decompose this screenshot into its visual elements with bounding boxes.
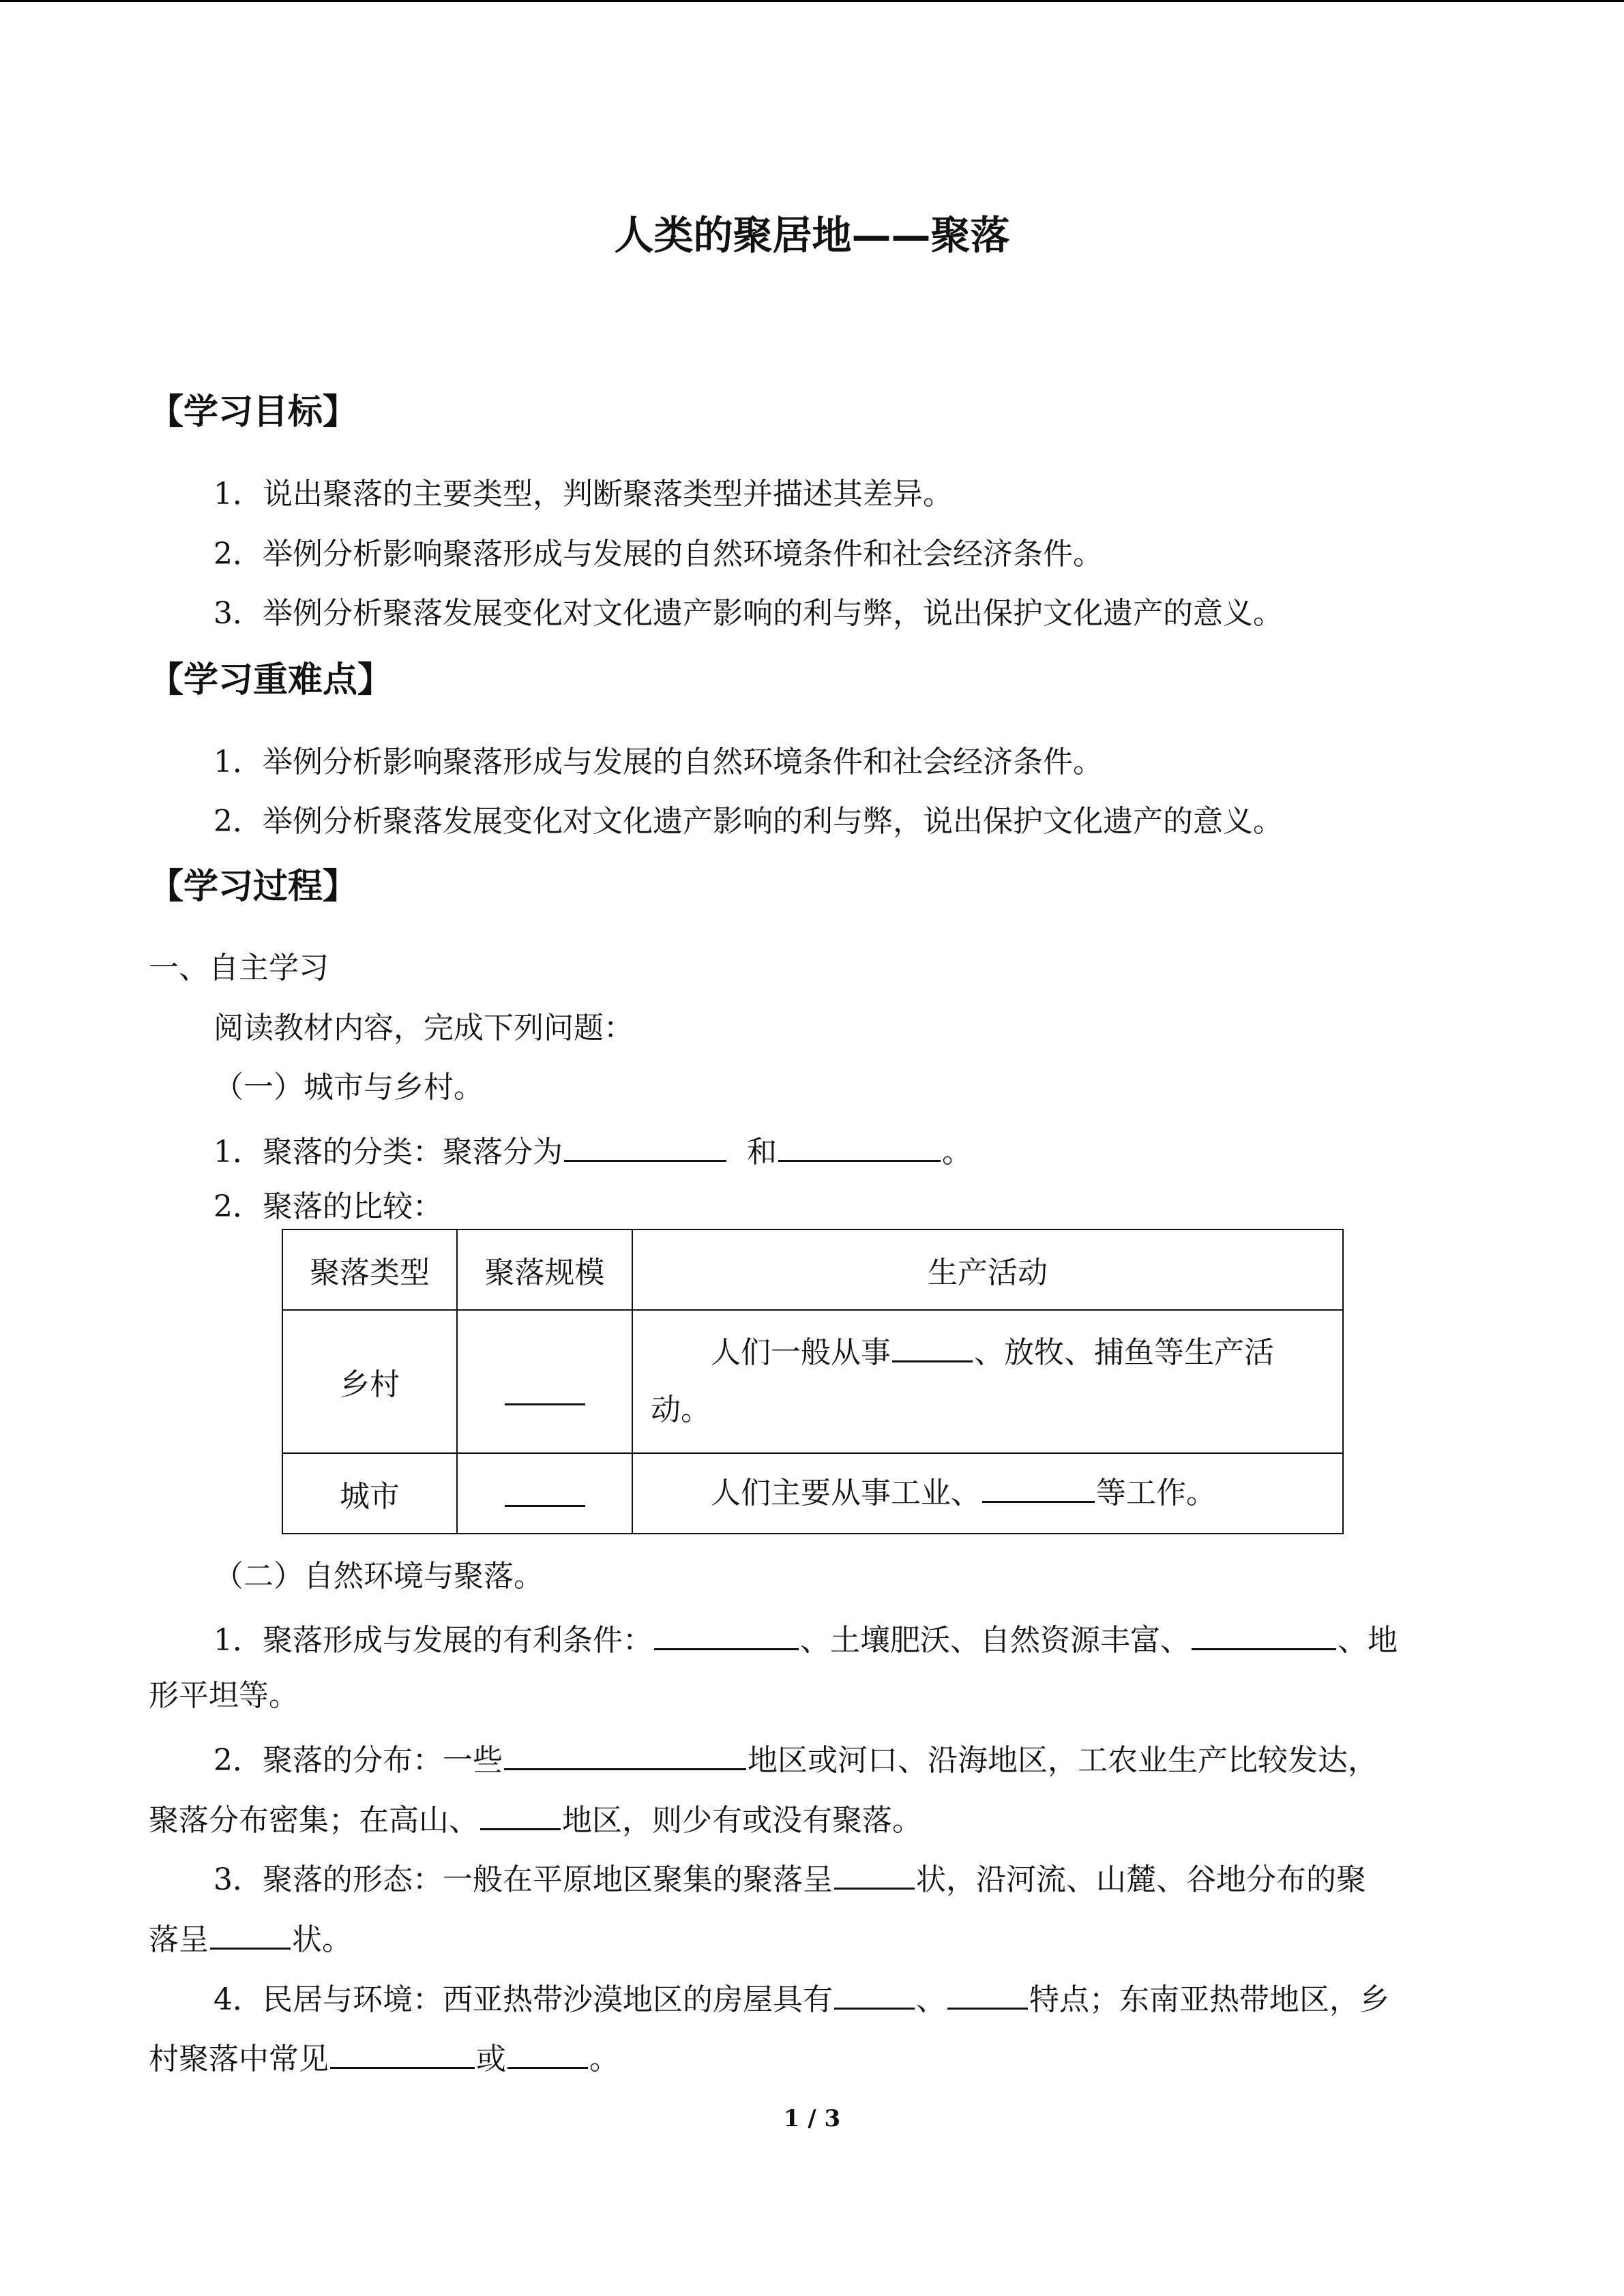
comparison-table [282,1229,1344,1534]
scale-cell [457,1310,632,1453]
question-form-cont: 落呈 状。 [149,1915,352,1960]
instruction-text: 阅读教材内容，完成下列问题： [213,1011,634,1045]
subsection-heading: （二）自然环境与聚落。 [213,1559,544,1594]
question-classification: 1．聚落的分类：聚落分为 和 。 [213,1127,972,1173]
question-dwellings-cont: 村聚落中常见 或 。 [149,2034,619,2080]
fill-blank[interactable] [654,1615,799,1650]
fill-blank[interactable] [507,2034,588,2069]
question-comparison: 2．聚落的比较： [213,1189,443,1224]
fill-blank[interactable] [834,1855,915,1890]
keypoints-heading: 【学习重难点】 [149,660,393,700]
top-border [0,0,1624,2]
page-title: 人类的聚居地——聚落 [614,212,1010,258]
fill-blank[interactable] [210,1915,291,1950]
table-header-row [282,1229,1343,1310]
fill-blank[interactable] [330,2034,475,2069]
question-distribution: 2．聚落的分布：一些 地区或河口、沿海地区，工农业生产比较发达， [213,1735,1378,1781]
question-conditions-cont: 形平坦等。 [149,1678,299,1713]
table-row [282,1453,1343,1534]
fill-blank[interactable] [834,1975,915,2010]
table-header-cell: 聚落类型 [282,1229,457,1310]
fill-blank[interactable] [982,1468,1095,1503]
subsection-heading: （一）城市与乡村。 [213,1070,484,1105]
question-form: 3．聚落的形态：一般在平原地区聚集的聚落呈 状，沿河流、山麓、谷地分布的聚 [213,1855,1366,1900]
part-heading: 一、自主学习 [149,951,329,985]
settlement-type-cell: 城市 [282,1453,457,1534]
objective-item: 2．举例分析影响聚落形成与发展的自然环境条件和社会经济条件。 [213,537,1103,571]
objective-item: 3．举例分析聚落发展变化对文化遗产影响的利与弊，说出保护文化遗产的意义。 [213,596,1283,631]
fill-blank[interactable] [564,1127,726,1162]
fill-blank[interactable] [505,1472,585,1507]
question-dwellings: 4．民居与环境：西亚热带沙漠地区的房屋具有 、 特点；东南亚热带地区，乡 [213,1975,1389,2021]
page-number: 1 / 3 [783,2105,841,2132]
fill-blank[interactable] [505,1371,585,1405]
fill-blank[interactable] [1192,1615,1336,1650]
fill-blank[interactable] [892,1328,973,1362]
scale-cell [457,1453,632,1534]
question-conditions: 1．聚落形成与发展的有利条件： 、土壤肥沃、自然资源丰富、 、地 [213,1615,1398,1661]
table-header-cell: 聚落规模 [457,1229,632,1310]
process-heading: 【学习过程】 [149,867,358,907]
objective-item: 1．说出聚落的主要类型，判断聚落类型并描述其差异。 [213,477,953,511]
activity-cell: 人们一般从事 、放牧、捕鱼等生产活 动。 [632,1310,1343,1453]
table-header-cell: 生产活动 [632,1229,1343,1310]
question-distribution-cont: 聚落分布密集；在高山、 地区，则少有或没有聚落。 [149,1795,922,1841]
fill-blank[interactable] [480,1795,561,1830]
settlement-type-cell: 乡村 [282,1310,457,1453]
activity-cell: 人们主要从事工业、 等工作。 [632,1453,1343,1534]
fill-blank[interactable] [778,1127,941,1162]
fill-blank[interactable] [504,1735,746,1770]
table-row [282,1310,1343,1453]
objectives-heading: 【学习目标】 [149,392,358,432]
keypoint-item: 1．举例分析影响聚落形成与发展的自然环境条件和社会经济条件。 [213,745,1103,779]
fill-blank[interactable] [947,1975,1028,2010]
keypoint-item: 2．举例分析聚落发展变化对文化遗产影响的利与弊，说出保护文化遗产的意义。 [213,804,1283,839]
